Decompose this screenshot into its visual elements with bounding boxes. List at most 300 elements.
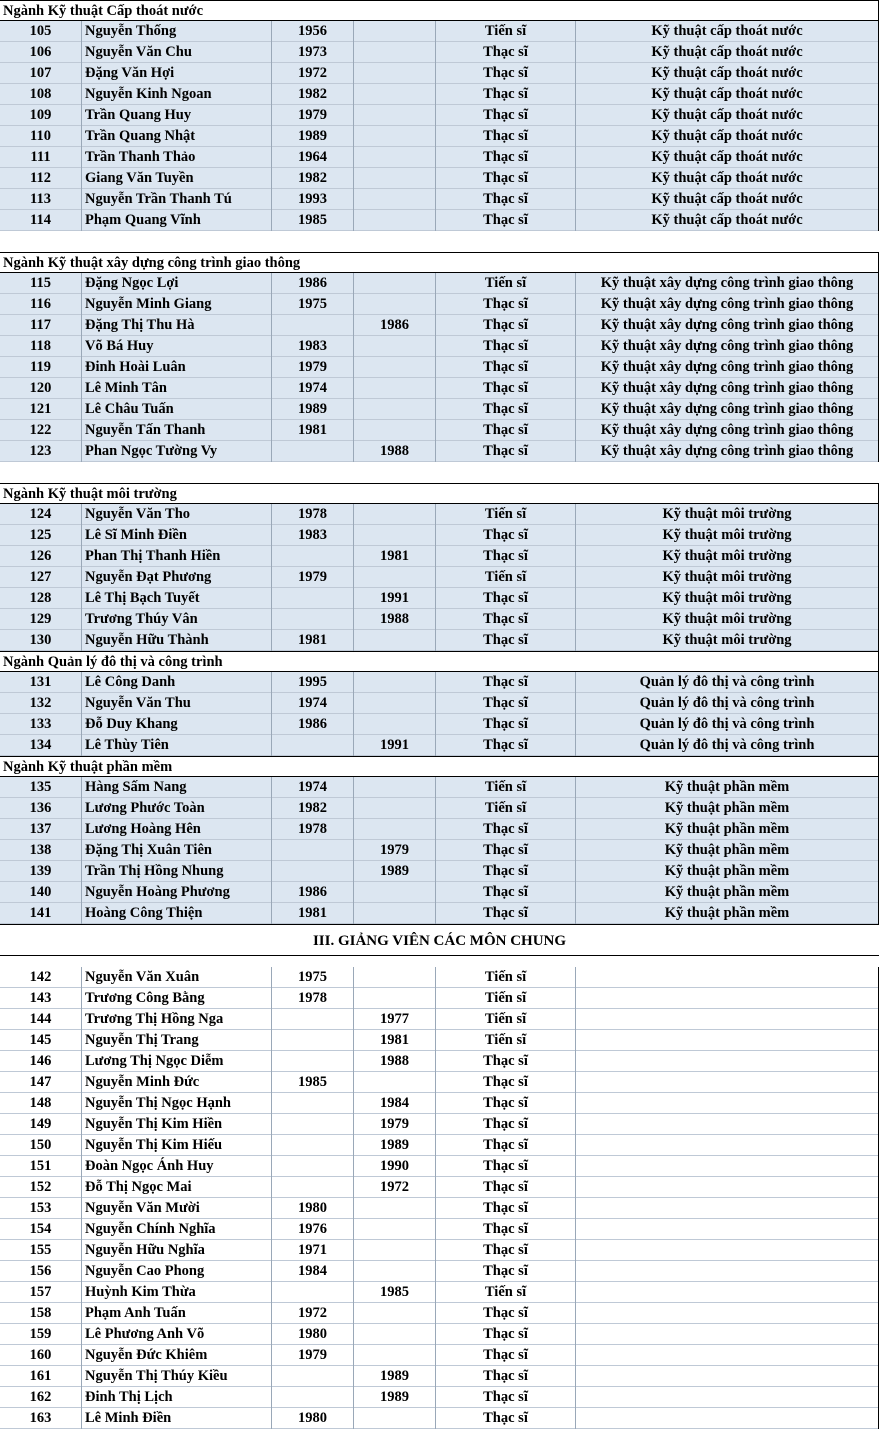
person-name-cell: Phan Thị Thanh Hiền (82, 546, 272, 567)
table-row (0, 21, 879, 42)
degree-cell: Thạc sĩ (436, 189, 576, 210)
major-cell (576, 1177, 879, 1198)
degree-cell: Thạc sĩ (436, 1261, 576, 1282)
table-row (0, 147, 879, 168)
table-row (0, 1135, 879, 1156)
degree-cell: Thạc sĩ (436, 840, 576, 861)
person-name-cell: Lương Phước Toàn (82, 798, 272, 819)
table-row (0, 1009, 879, 1030)
birth-year-male-cell (272, 1282, 354, 1303)
person-name-cell: Lê Minh Điền (82, 1408, 272, 1429)
birth-year-male-cell: 1993 (272, 189, 354, 210)
row-number-cell: 152 (0, 1177, 82, 1198)
table-row (0, 714, 879, 735)
degree-cell: Thạc sĩ (436, 630, 576, 651)
table-row (0, 1072, 879, 1093)
major-cell: Kỹ thuật phần mềm (576, 882, 879, 903)
table-row (0, 882, 879, 903)
degree-cell: Tiến sĩ (436, 21, 576, 42)
birth-year-male-cell (272, 546, 354, 567)
row-number-cell: 115 (0, 273, 82, 294)
table-row (0, 1030, 879, 1051)
major-cell: Kỹ thuật cấp thoát nước (576, 42, 879, 63)
table-row (0, 798, 879, 819)
major-cell: Kỹ thuật xây dựng công trình giao thông (576, 357, 879, 378)
major-cell: Kỹ thuật xây dựng công trình giao thông (576, 441, 879, 462)
degree-cell: Thạc sĩ (436, 315, 576, 336)
row-number-cell: 129 (0, 609, 82, 630)
major-cell: Kỹ thuật cấp thoát nước (576, 168, 879, 189)
birth-year-male-cell: 1986 (272, 882, 354, 903)
table-row (0, 84, 879, 105)
table-row (0, 294, 879, 315)
degree-cell: Thạc sĩ (436, 546, 576, 567)
section-title: III. GIẢNG VIÊN CÁC MÔN CHUNG (0, 924, 879, 956)
birth-year-female-cell: 1977 (354, 1009, 436, 1030)
row-number-cell: 111 (0, 147, 82, 168)
birth-year-female-cell: 1989 (354, 1387, 436, 1408)
person-name-cell: Lê Thị Bạch Tuyết (82, 588, 272, 609)
major-cell (576, 1072, 879, 1093)
table-row (0, 861, 879, 882)
degree-cell: Thạc sĩ (436, 294, 576, 315)
birth-year-male-cell (272, 1156, 354, 1177)
row-number-cell: 142 (0, 967, 82, 988)
table-row (0, 315, 879, 336)
person-name-cell: Lê Châu Tuấn (82, 399, 272, 420)
birth-year-male-cell (272, 588, 354, 609)
major-cell: Quản lý đô thị và công trình (576, 714, 879, 735)
major-cell: Kỹ thuật phần mềm (576, 840, 879, 861)
table-row (0, 1261, 879, 1282)
birth-year-female-cell (354, 294, 436, 315)
birth-year-female-cell (354, 525, 436, 546)
major-cell: Kỹ thuật cấp thoát nước (576, 189, 879, 210)
group-rows (0, 21, 879, 231)
row-number-cell: 139 (0, 861, 82, 882)
birth-year-female-cell (354, 189, 436, 210)
degree-cell: Thạc sĩ (436, 1366, 576, 1387)
degree-cell: Thạc sĩ (436, 714, 576, 735)
degree-cell: Thạc sĩ (436, 420, 576, 441)
major-cell (576, 1156, 879, 1177)
table-row (0, 1408, 879, 1429)
major-cell: Kỹ thuật phần mềm (576, 903, 879, 924)
birth-year-female-cell (354, 357, 436, 378)
person-name-cell: Nguyễn Minh Giang (82, 294, 272, 315)
table-row (0, 357, 879, 378)
birth-year-female-cell (354, 504, 436, 525)
birth-year-male-cell: 1989 (272, 126, 354, 147)
birth-year-male-cell: 1983 (272, 525, 354, 546)
person-name-cell: Nguyễn Tấn Thanh (82, 420, 272, 441)
major-cell (576, 967, 879, 988)
person-name-cell: Lê Minh Tân (82, 378, 272, 399)
major-cell: Kỹ thuật phần mềm (576, 819, 879, 840)
person-name-cell: Đinh Thị Lịch (82, 1387, 272, 1408)
group-header: Ngành Kỹ thuật xây dựng công trình giao thông (0, 252, 879, 273)
birth-year-male-cell: 1982 (272, 84, 354, 105)
birth-year-female-cell (354, 798, 436, 819)
row-number-cell: 137 (0, 819, 82, 840)
row-number-cell: 158 (0, 1303, 82, 1324)
section-rows (0, 967, 879, 1429)
degree-cell: Tiến sĩ (436, 567, 576, 588)
degree-cell: Tiến sĩ (436, 1030, 576, 1051)
major-cell (576, 1093, 879, 1114)
person-name-cell: Nguyễn Kinh Ngoan (82, 84, 272, 105)
person-name-cell: Nguyễn Thị Trang (82, 1030, 272, 1051)
row-number-cell: 154 (0, 1219, 82, 1240)
table-row (0, 840, 879, 861)
birth-year-male-cell: 1982 (272, 168, 354, 189)
birth-year-female-cell (354, 105, 436, 126)
person-name-cell: Đặng Văn Hợi (82, 63, 272, 84)
birth-year-male-cell (272, 1366, 354, 1387)
birth-year-male-cell: 1974 (272, 777, 354, 798)
table-row (0, 1114, 879, 1135)
major-cell: Kỹ thuật phần mềm (576, 777, 879, 798)
table-row (0, 630, 879, 651)
birth-year-male-cell: 1978 (272, 819, 354, 840)
degree-cell: Thạc sĩ (436, 105, 576, 126)
person-name-cell: Trần Thị Hồng Nhung (82, 861, 272, 882)
row-number-cell: 113 (0, 189, 82, 210)
degree-cell: Thạc sĩ (436, 1240, 576, 1261)
person-name-cell: Nguyễn Văn Xuân (82, 967, 272, 988)
degree-cell: Thạc sĩ (436, 378, 576, 399)
birth-year-female-cell (354, 967, 436, 988)
person-name-cell: Trương Thúy Vân (82, 609, 272, 630)
birth-year-female-cell (354, 1324, 436, 1345)
person-name-cell: Nguyễn Thống (82, 21, 272, 42)
table-row (0, 336, 879, 357)
degree-cell: Thạc sĩ (436, 693, 576, 714)
birth-year-female-cell (354, 21, 436, 42)
major-cell: Kỹ thuật môi trường (576, 630, 879, 651)
degree-cell: Tiến sĩ (436, 1009, 576, 1030)
row-number-cell: 110 (0, 126, 82, 147)
birth-year-female-cell (354, 693, 436, 714)
table-row (0, 693, 879, 714)
table-row (0, 967, 879, 988)
table-row (0, 525, 879, 546)
birth-year-male-cell: 1986 (272, 714, 354, 735)
row-number-cell: 122 (0, 420, 82, 441)
degree-cell: Thạc sĩ (436, 42, 576, 63)
major-cell: Quản lý đô thị và công trình (576, 672, 879, 693)
person-name-cell: Giang Văn Tuyền (82, 168, 272, 189)
row-number-cell: 135 (0, 777, 82, 798)
birth-year-male-cell: 1976 (272, 1219, 354, 1240)
major-cell (576, 1198, 879, 1219)
row-number-cell: 120 (0, 378, 82, 399)
birth-year-female-cell: 1972 (354, 1177, 436, 1198)
table-row (0, 672, 879, 693)
group-header: Ngành Kỹ thuật phần mềm (0, 756, 879, 777)
birth-year-male-cell: 1971 (272, 1240, 354, 1261)
birth-year-female-cell (354, 84, 436, 105)
degree-cell: Thạc sĩ (436, 861, 576, 882)
degree-cell: Thạc sĩ (436, 1177, 576, 1198)
birth-year-female-cell (354, 714, 436, 735)
group-rows (0, 273, 879, 462)
person-name-cell: Nguyễn Thị Kim Hiếu (82, 1135, 272, 1156)
row-number-cell: 159 (0, 1324, 82, 1345)
person-name-cell: Nguyễn Thị Thúy Kiều (82, 1366, 272, 1387)
major-cell: Kỹ thuật môi trường (576, 504, 879, 525)
birth-year-female-cell (354, 336, 436, 357)
degree-cell: Thạc sĩ (436, 126, 576, 147)
row-number-cell: 124 (0, 504, 82, 525)
major-cell: Kỹ thuật môi trường (576, 609, 879, 630)
degree-cell: Thạc sĩ (436, 1198, 576, 1219)
degree-cell: Thạc sĩ (436, 882, 576, 903)
table-row (0, 126, 879, 147)
birth-year-male-cell: 1985 (272, 1072, 354, 1093)
major-cell: Kỹ thuật xây dựng công trình giao thông (576, 336, 879, 357)
degree-cell: Thạc sĩ (436, 84, 576, 105)
birth-year-female-cell: 1991 (354, 735, 436, 756)
person-name-cell: Trương Thị Hồng Nga (82, 1009, 272, 1030)
degree-cell: Tiến sĩ (436, 798, 576, 819)
table-row (0, 189, 879, 210)
person-name-cell: Nguyễn Minh Đức (82, 1072, 272, 1093)
birth-year-male-cell: 1995 (272, 672, 354, 693)
birth-year-female-cell: 1981 (354, 546, 436, 567)
birth-year-female-cell (354, 1072, 436, 1093)
person-name-cell: Lê Công Danh (82, 672, 272, 693)
birth-year-female-cell (354, 210, 436, 231)
row-number-cell: 119 (0, 357, 82, 378)
row-number-cell: 155 (0, 1240, 82, 1261)
major-cell (576, 1219, 879, 1240)
row-number-cell: 161 (0, 1366, 82, 1387)
birth-year-male-cell: 1975 (272, 967, 354, 988)
degree-cell: Thạc sĩ (436, 1324, 576, 1345)
major-cell (576, 1366, 879, 1387)
birth-year-female-cell (354, 567, 436, 588)
major-cell: Kỹ thuật xây dựng công trình giao thông (576, 420, 879, 441)
row-number-cell: 123 (0, 441, 82, 462)
birth-year-female-cell (354, 777, 436, 798)
row-number-cell: 107 (0, 63, 82, 84)
major-cell: Kỹ thuật môi trường (576, 525, 879, 546)
person-name-cell: Nguyễn Đức Khiêm (82, 1345, 272, 1366)
table-row (0, 903, 879, 924)
degree-cell: Thạc sĩ (436, 147, 576, 168)
birth-year-male-cell (272, 1387, 354, 1408)
birth-year-male-cell: 1986 (272, 273, 354, 294)
major-cell: Kỹ thuật cấp thoát nước (576, 21, 879, 42)
row-number-cell: 143 (0, 988, 82, 1009)
degree-cell: Thạc sĩ (436, 399, 576, 420)
table-row (0, 588, 879, 609)
row-number-cell: 127 (0, 567, 82, 588)
table-row (0, 63, 879, 84)
degree-cell: Thạc sĩ (436, 1156, 576, 1177)
table-row (0, 1282, 879, 1303)
row-number-cell: 144 (0, 1009, 82, 1030)
birth-year-male-cell: 1983 (272, 336, 354, 357)
row-number-cell: 133 (0, 714, 82, 735)
birth-year-male-cell: 1975 (272, 294, 354, 315)
birth-year-male-cell: 1972 (272, 1303, 354, 1324)
person-name-cell: Nguyễn Đạt Phương (82, 567, 272, 588)
major-cell (576, 1114, 879, 1135)
major-cell (576, 1303, 879, 1324)
person-name-cell: Lương Hoàng Hên (82, 819, 272, 840)
table-row (0, 105, 879, 126)
major-cell (576, 1408, 879, 1429)
birth-year-male-cell (272, 735, 354, 756)
degree-cell: Thạc sĩ (436, 1303, 576, 1324)
degree-cell: Thạc sĩ (436, 1408, 576, 1429)
table-row (0, 1303, 879, 1324)
table-row (0, 42, 879, 63)
birth-year-female-cell: 1981 (354, 1030, 436, 1051)
person-name-cell: Nguyễn Văn Chu (82, 42, 272, 63)
birth-year-male-cell: 1974 (272, 693, 354, 714)
birth-year-female-cell (354, 378, 436, 399)
group-rows (0, 672, 879, 756)
person-name-cell: Đỗ Thị Ngọc Mai (82, 1177, 272, 1198)
degree-cell: Thạc sĩ (436, 441, 576, 462)
blank-row (0, 956, 879, 967)
person-name-cell: Đặng Thị Xuân Tiên (82, 840, 272, 861)
row-number-cell: 131 (0, 672, 82, 693)
major-cell: Kỹ thuật phần mềm (576, 798, 879, 819)
major-cell (576, 1345, 879, 1366)
major-cell (576, 1282, 879, 1303)
row-number-cell: 156 (0, 1261, 82, 1282)
major-cell: Kỹ thuật cấp thoát nước (576, 126, 879, 147)
birth-year-male-cell (272, 441, 354, 462)
birth-year-female-cell (354, 399, 436, 420)
row-number-cell: 105 (0, 21, 82, 42)
table-row (0, 168, 879, 189)
blank-row (0, 462, 879, 483)
person-name-cell: Nguyễn Hữu Nghĩa (82, 1240, 272, 1261)
table-row (0, 1324, 879, 1345)
row-number-cell: 117 (0, 315, 82, 336)
group-rows (0, 504, 879, 651)
degree-cell: Tiến sĩ (436, 988, 576, 1009)
degree-cell: Thạc sĩ (436, 336, 576, 357)
degree-cell: Thạc sĩ (436, 1219, 576, 1240)
group-rows (0, 777, 879, 924)
major-cell (576, 1135, 879, 1156)
birth-year-female-cell (354, 63, 436, 84)
birth-year-female-cell: 1990 (354, 1156, 436, 1177)
table-row (0, 1051, 879, 1072)
row-number-cell: 151 (0, 1156, 82, 1177)
birth-year-male-cell: 1980 (272, 1324, 354, 1345)
person-name-cell: Phạm Quang Vĩnh (82, 210, 272, 231)
row-number-cell: 108 (0, 84, 82, 105)
person-name-cell: Nguyễn Thị Kim Hiền (82, 1114, 272, 1135)
degree-cell: Thạc sĩ (436, 1135, 576, 1156)
row-number-cell: 162 (0, 1387, 82, 1408)
birth-year-male-cell: 1980 (272, 1408, 354, 1429)
major-cell (576, 1240, 879, 1261)
table-row (0, 735, 879, 756)
person-name-cell: Đoàn Ngọc Ánh Huy (82, 1156, 272, 1177)
group-header: Ngành Quản lý đô thị và công trình (0, 651, 879, 672)
birth-year-male-cell: 1974 (272, 378, 354, 399)
major-cell (576, 1030, 879, 1051)
birth-year-female-cell (354, 1408, 436, 1429)
person-name-cell: Nguyễn Hoàng Phương (82, 882, 272, 903)
birth-year-female-cell (354, 819, 436, 840)
person-name-cell: Nguyễn Văn Thu (82, 693, 272, 714)
row-number-cell: 146 (0, 1051, 82, 1072)
person-name-cell: Đặng Thị Thu Hà (82, 315, 272, 336)
table-row (0, 420, 879, 441)
degree-cell: Thạc sĩ (436, 1093, 576, 1114)
table-row (0, 1219, 879, 1240)
birth-year-female-cell: 1985 (354, 1282, 436, 1303)
degree-cell: Thạc sĩ (436, 63, 576, 84)
table-row (0, 1345, 879, 1366)
birth-year-male-cell: 1979 (272, 567, 354, 588)
degree-cell: Tiến sĩ (436, 967, 576, 988)
degree-cell: Tiến sĩ (436, 273, 576, 294)
birth-year-male-cell: 1981 (272, 630, 354, 651)
birth-year-male-cell (272, 1030, 354, 1051)
degree-cell: Thạc sĩ (436, 609, 576, 630)
person-name-cell: Trần Thanh Thảo (82, 147, 272, 168)
row-number-cell: 128 (0, 588, 82, 609)
birth-year-male-cell: 1972 (272, 63, 354, 84)
major-cell: Kỹ thuật cấp thoát nước (576, 210, 879, 231)
major-cell: Kỹ thuật cấp thoát nước (576, 84, 879, 105)
major-cell: Kỹ thuật phần mềm (576, 861, 879, 882)
major-cell: Quản lý đô thị và công trình (576, 735, 879, 756)
birth-year-female-cell: 1988 (354, 609, 436, 630)
major-cell: Kỹ thuật cấp thoát nước (576, 105, 879, 126)
person-name-cell: Nguyễn Văn Tho (82, 504, 272, 525)
birth-year-male-cell: 1984 (272, 1261, 354, 1282)
group-header: Ngành Kỹ thuật môi trường (0, 483, 879, 504)
birth-year-male-cell: 1978 (272, 988, 354, 1009)
birth-year-female-cell (354, 1261, 436, 1282)
birth-year-male-cell: 1981 (272, 903, 354, 924)
degree-cell: Thạc sĩ (436, 588, 576, 609)
degree-cell: Thạc sĩ (436, 168, 576, 189)
birth-year-female-cell (354, 882, 436, 903)
row-number-cell: 145 (0, 1030, 82, 1051)
major-cell (576, 988, 879, 1009)
table-row (0, 441, 879, 462)
birth-year-female-cell: 1988 (354, 441, 436, 462)
major-cell: Kỹ thuật cấp thoát nước (576, 63, 879, 84)
birth-year-female-cell: 1979 (354, 1114, 436, 1135)
degree-cell: Thạc sĩ (436, 1072, 576, 1093)
major-cell: Kỹ thuật xây dựng công trình giao thông (576, 399, 879, 420)
birth-year-female-cell (354, 168, 436, 189)
major-cell: Kỹ thuật xây dựng công trình giao thông (576, 378, 879, 399)
degree-cell: Thạc sĩ (436, 1387, 576, 1408)
birth-year-female-cell (354, 1240, 436, 1261)
person-name-cell: Nguyễn Thị Ngọc Hạnh (82, 1093, 272, 1114)
birth-year-female-cell: 1988 (354, 1051, 436, 1072)
major-cell: Kỹ thuật xây dựng công trình giao thông (576, 315, 879, 336)
person-name-cell: Phan Ngọc Tường Vy (82, 441, 272, 462)
table-row (0, 546, 879, 567)
table-row (0, 1177, 879, 1198)
table-row (0, 1156, 879, 1177)
